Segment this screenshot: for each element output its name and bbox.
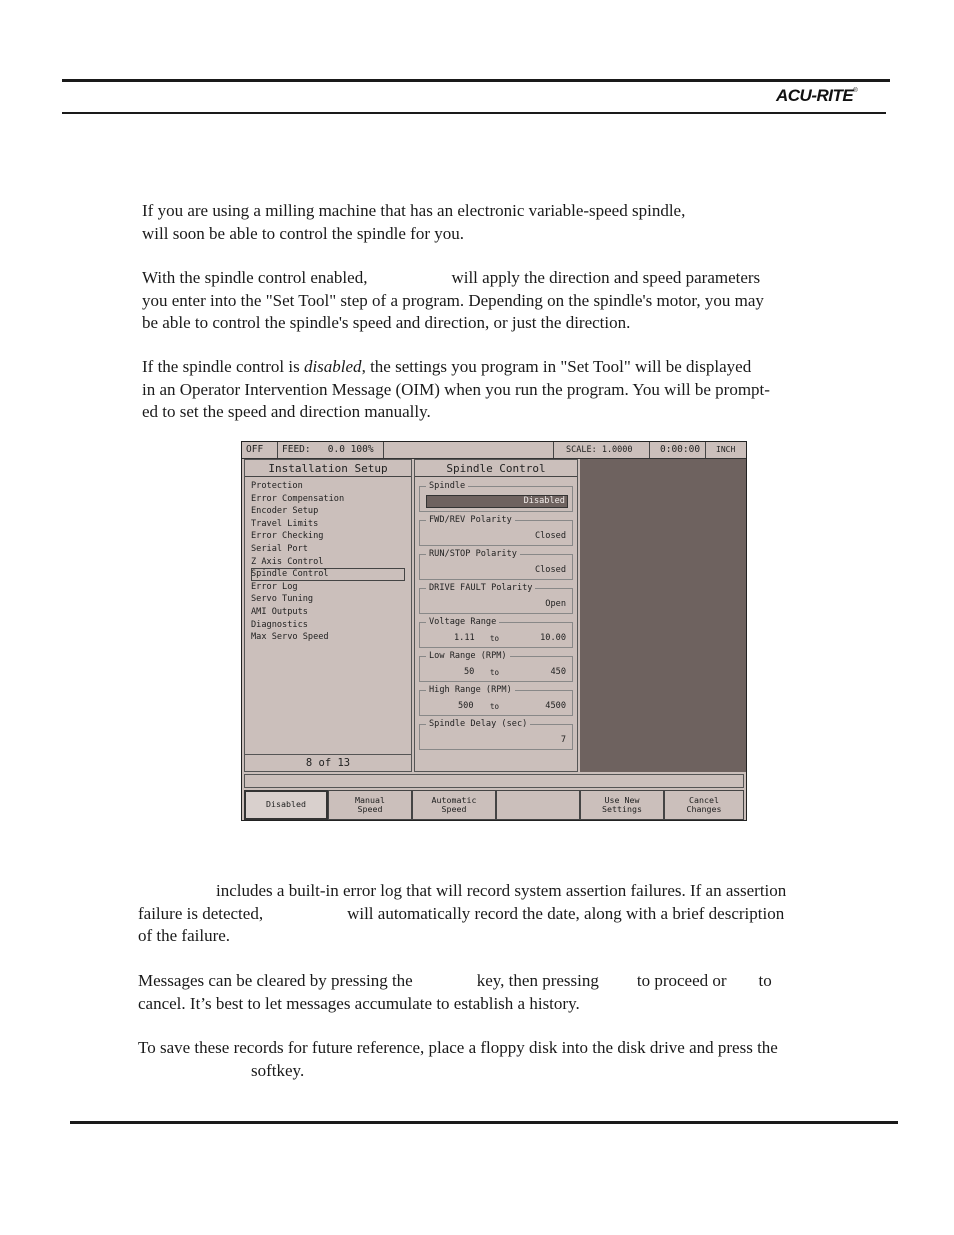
menu-item-max-servo-speed[interactable]: Max Servo Speed <box>251 632 329 643</box>
spindle-disabled-line-2: in an Operator Intervention Message (OIM) when you run the program. You will be prompt- <box>142 379 770 399</box>
spindle-enabled-line-2: you enter into the "Set Tool" step of a program. Depending on the spindle's motor, you may <box>142 290 764 310</box>
run-stop-polarity-label: RUN/STOP Polarity <box>426 549 520 560</box>
spindle-disabled-paragraph <box>142 356 770 424</box>
softkey-disabled[interactable] <box>244 790 328 820</box>
header-rule-bottom <box>62 112 886 114</box>
menu-item-travel-limits[interactable]: Travel Limits <box>251 518 319 529</box>
spindle-control-panel <box>414 459 578 772</box>
error-log-line-1: includes a built-in error log that will record system assertion failures. If an assertion <box>216 881 787 900</box>
fwd-rev-polarity-field[interactable] <box>419 515 573 546</box>
high-range-field[interactable] <box>419 685 573 716</box>
menu-item-error-log[interactable]: Error Log <box>251 581 298 592</box>
spindle-intro-line-1: If you are using a milling machine that has an electronic variable-speed spindle, <box>142 201 686 220</box>
softkey-use-new-settings-line1: Use New <box>604 794 640 805</box>
time-readout: 0:00:00 <box>650 442 706 458</box>
save-records-paragraph <box>138 1037 778 1082</box>
feed-readout <box>278 442 384 458</box>
menu-item-encoder-setup[interactable]: Encoder Setup <box>251 506 319 517</box>
logo-text: ACU-RITE <box>776 86 854 105</box>
fwd-rev-polarity-value[interactable]: Closed <box>534 531 566 541</box>
fwd-rev-polarity-label: FWD/REV Polarity <box>426 515 515 526</box>
spindle-enabled-line-3: be able to control the spindle's speed and direction, or just the direction. <box>142 313 631 332</box>
softkey-disabled-label: Disabled <box>266 799 306 810</box>
drive-fault-polarity-field[interactable] <box>419 583 573 614</box>
error-log-line-3: of the failure. <box>138 926 231 945</box>
menu-item-spindle-control[interactable]: Spindle Control <box>251 568 405 581</box>
save-records-line-1: To save these records for future reference, place a floppy disk into the disk drive and press the <box>138 1038 778 1057</box>
installation-setup-title: Installation Setup <box>245 460 411 477</box>
screen-status-bar <box>242 442 746 459</box>
status-blank <box>384 442 554 458</box>
low-range-field[interactable] <box>419 651 573 682</box>
softkey-manual-speed[interactable] <box>328 790 412 820</box>
spindle-delay-value[interactable]: 7 <box>560 735 566 745</box>
high-range-to: to <box>490 702 500 711</box>
footer-rule <box>70 1121 898 1124</box>
error-log-line-2a: failure is detected, <box>138 903 264 923</box>
voltage-range-label: Voltage Range <box>426 617 499 628</box>
drive-fault-polarity-value[interactable]: Open <box>545 599 566 609</box>
spindle-control-screen <box>241 441 747 821</box>
low-range-label: Low Range (RPM) <box>426 651 510 662</box>
softkey-manual-speed-line1: Manual <box>355 794 385 805</box>
spindle-delay-field[interactable] <box>419 719 573 750</box>
menu-item-ami-outputs[interactable]: AMI Outputs <box>251 606 308 617</box>
low-range-to: to <box>490 668 500 677</box>
softkey-bar <box>244 790 744 820</box>
spindle-field-value[interactable]: Disabled <box>426 495 568 508</box>
menu-item-serial-port[interactable]: Serial Port <box>251 543 308 554</box>
softkey-blank[interactable] <box>496 790 580 820</box>
disabled-emphasis: disabled <box>303 357 362 376</box>
softkey-automatic-speed-line2: Speed <box>441 804 467 814</box>
feed-value: 0.0 100% <box>327 444 374 455</box>
low-range-high[interactable]: 450 <box>550 667 566 677</box>
high-range-low[interactable]: 500 <box>458 701 474 711</box>
clear-messages-paragraph <box>138 970 772 1015</box>
voltage-range-field[interactable] <box>419 617 573 648</box>
high-range-label: High Range (RPM) <box>426 685 515 696</box>
feed-label: FEED: <box>282 444 311 455</box>
empty-display-area <box>580 459 746 772</box>
spindle-disabled-line-1a: If the spindle control is <box>142 357 304 376</box>
error-log-line-2b: will automatically record the date, along with a brief description <box>347 903 785 923</box>
softkey-manual-speed-line2: Speed <box>357 804 383 814</box>
save-records-line-2: softkey. <box>251 1060 305 1080</box>
spindle-enabled-line-1a: With the spindle control enabled, <box>142 268 368 287</box>
softkey-use-new-settings-line2: Settings <box>602 804 642 814</box>
error-log-paragraph <box>138 880 786 948</box>
spindle-enabled-line-1b: will apply the direction and speed parameters <box>451 268 761 287</box>
voltage-range-high[interactable]: 10.00 <box>540 633 566 643</box>
clear-messages-line-2: cancel. It’s best to let messages accumulate to establish a history. <box>138 993 580 1013</box>
installation-setup-panel <box>244 459 412 772</box>
clear-messages-line-1c: to proceed or <box>636 971 727 990</box>
clear-messages-line-1b: key, then pressing <box>476 971 599 990</box>
message-bar <box>244 774 744 788</box>
softkey-cancel-changes-line1: Cancel <box>689 794 719 805</box>
menu-item-diagnostics[interactable]: Diagnostics <box>251 619 308 630</box>
spindle-control-title: Spindle Control <box>415 460 577 477</box>
softkey-use-new-settings[interactable] <box>580 790 664 820</box>
header-rule-top <box>62 79 890 82</box>
machine-status: OFF <box>242 442 278 458</box>
spindle-intro-paragraph <box>142 200 685 245</box>
low-range-low[interactable]: 50 <box>464 667 475 677</box>
softkey-automatic-speed[interactable] <box>412 790 496 820</box>
spindle-enabled-paragraph <box>142 267 764 335</box>
menu-item-z-axis-control[interactable]: Z Axis Control <box>251 556 324 567</box>
scale-readout: SCALE: 1.0000 <box>554 442 650 458</box>
softkey-automatic-speed-line1: Automatic <box>431 794 477 805</box>
clear-messages-line-1a: Messages can be cleared by pressing the <box>138 971 413 990</box>
menu-item-error-checking[interactable]: Error Checking <box>251 531 324 542</box>
registered-mark: ® <box>853 88 858 94</box>
menu-item-servo-tuning[interactable]: Servo Tuning <box>251 594 314 605</box>
high-range-high[interactable]: 4500 <box>545 701 566 711</box>
run-stop-polarity-value[interactable]: Closed <box>534 565 566 575</box>
menu-position-indicator: 8 of 13 <box>245 754 411 771</box>
menu-item-protection[interactable]: Protection <box>251 481 303 491</box>
drive-fault-polarity-label: DRIVE FAULT Polarity <box>426 583 535 594</box>
spindle-field-label: Spindle <box>426 481 468 492</box>
spindle-intro-line-2: will soon be able to control the spindle for you. <box>142 223 464 243</box>
menu-item-error-compensation[interactable]: Error Compensation <box>251 493 345 504</box>
units-readout: INCH <box>716 445 736 454</box>
clear-messages-line-1d: to <box>758 971 772 990</box>
voltage-range-to: to <box>490 634 500 643</box>
spindle-field[interactable] <box>419 481 573 512</box>
softkey-cancel-changes[interactable] <box>664 790 744 820</box>
run-stop-polarity-field[interactable] <box>419 549 573 580</box>
spindle-delay-label: Spindle Delay (sec) <box>426 719 530 730</box>
voltage-range-low[interactable]: 1.11 <box>454 633 475 643</box>
softkey-cancel-changes-line2: Changes <box>686 804 722 814</box>
spindle-disabled-line-1b: , the settings you program in "Set Tool" will be displayed <box>361 357 752 376</box>
spindle-disabled-line-3: ed to set the speed and direction manually. <box>142 402 431 421</box>
setup-menu <box>251 480 405 644</box>
acu-rite-logo <box>776 86 857 106</box>
